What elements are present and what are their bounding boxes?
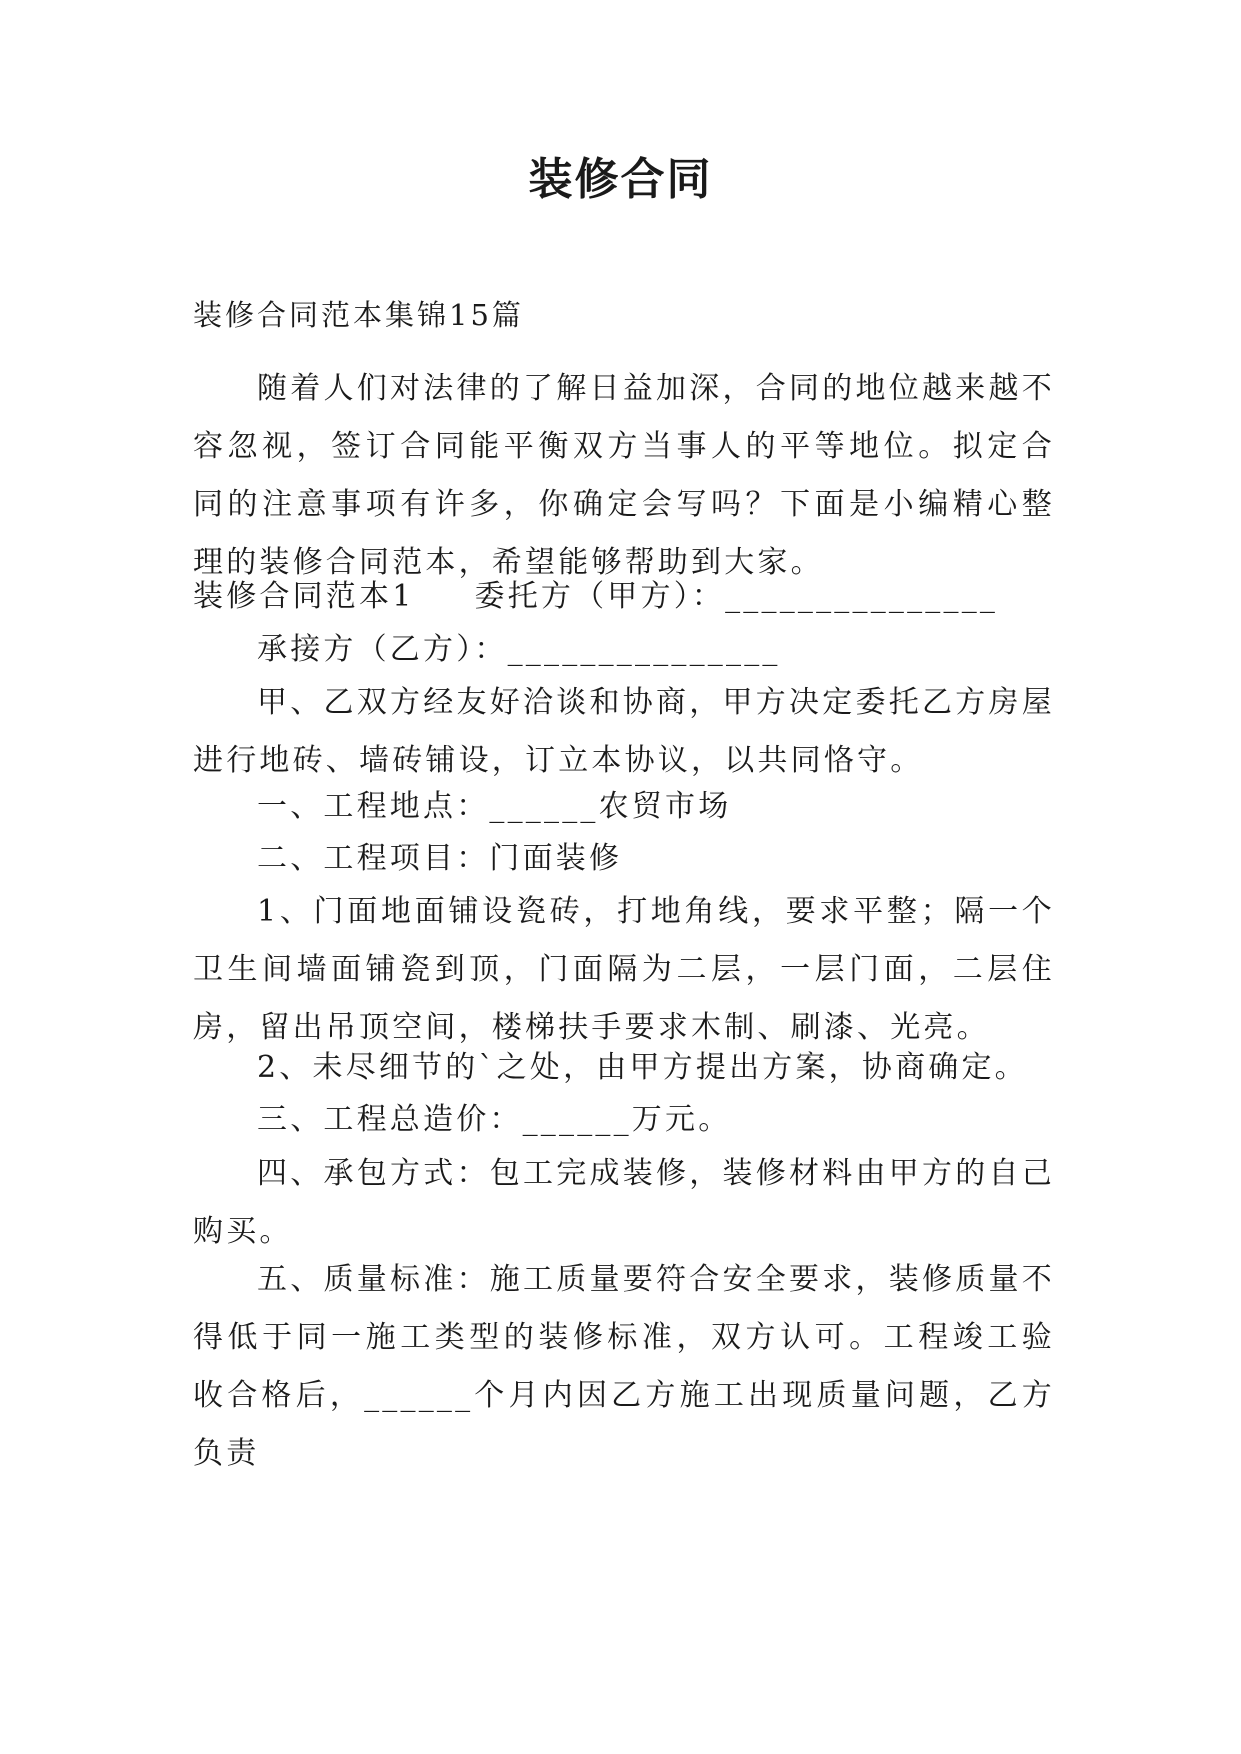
party-b-line (193, 626, 781, 674)
quality-paragraph: 五、质量标准：施工质量要符合安全要求，装修质量不得低于同一施工类型的装修标准，双方认可。工程竣工验收合格后，______个月内因乙方施工出现质量问题，乙方负责 (193, 1262, 1055, 1471)
location-line (193, 783, 731, 831)
item-2-line (193, 1044, 1028, 1092)
price-line (193, 1096, 731, 1144)
item-price: 三、工程总造价：______万元。 (257, 1102, 732, 1137)
party-a-field: 委托方（甲方）：_______________ (474, 579, 999, 614)
sample-heading-line (193, 573, 998, 621)
agreement-paragraph: 甲、乙双方经友好洽谈和协商，甲方决定委托乙方房屋进行地砖、墙砖铺设，订立本协议，以共同恪守。 (193, 685, 1055, 778)
project-line (193, 835, 622, 883)
document-title: 装修合同 (528, 154, 713, 205)
item-project: 二、工程项目：门面装修 (257, 841, 623, 876)
item-location: 一、工程地点：______农贸市场 (257, 789, 732, 824)
party-b-field: 承接方（乙方）：_______________ (257, 632, 781, 667)
item-2: 2、未尽细节的`之处，由甲方提出方案，协商确定。 (257, 1050, 1028, 1085)
contract-mode-paragraph: 四、承包方式：包工完成装修，装修材料由甲方的自己购买。 (193, 1156, 1055, 1249)
sample-heading: 装修合同范本1 (193, 579, 415, 614)
intro-paragraph: 随着人们对法律的了解日益加深，合同的地位越来越不容忽视，签订合同能平衡双方当事人的平等地位。拟定合同的注意事项有许多，你确定会写吗？下面是小编精心整理的装修合同范本，希望能够帮助到大家。 (193, 371, 1055, 580)
document-subtitle: 装修合同范本集锦15篇 (193, 298, 524, 332)
item-1-paragraph: 1、门面地面铺设瓷砖，打地角线，要求平整；隔一个卫生间墙面铺瓷到顶，门面隔为二层，一层门面，二层住房，留出吊顶空间，楼梯扶手要求木制、刷漆、光亮。 (193, 894, 1055, 1045)
